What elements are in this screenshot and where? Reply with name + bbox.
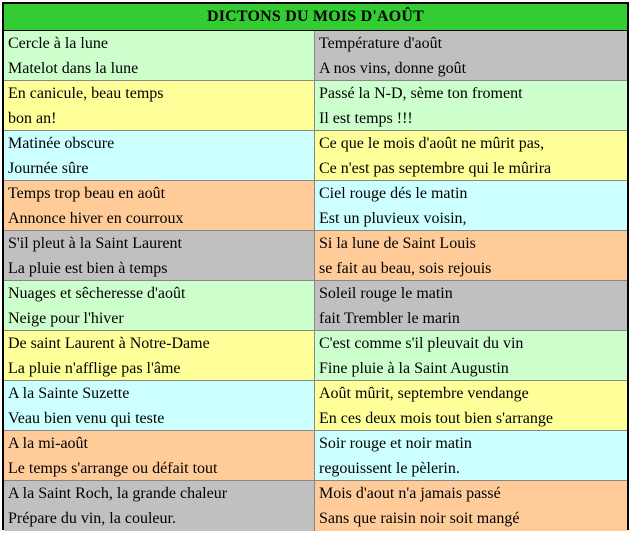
proverb-line: La pluie est bien à temps [8, 260, 168, 277]
proverb-line: Cercle à la lune [8, 35, 108, 52]
proverb-cell-left [4, 81, 315, 131]
proverb-line: C'est comme s'il pleuvait du vin [319, 335, 524, 352]
proverb-cell-right [315, 381, 627, 431]
proverb-line: Soleil rouge le matin [319, 285, 453, 302]
proverb-line: En ces deux mois tout bien s'arrange [319, 410, 553, 427]
proverb-line: Ce que le mois d'août ne mûrit pas, [319, 135, 545, 152]
proverb-line: Nuages et sêcheresse d'août [8, 285, 186, 302]
proverb-line: fait Trembler le marin [319, 310, 460, 327]
proverb-line: Soir rouge et noir matin [319, 435, 472, 452]
proverb-line: Temps trop beau en août [8, 185, 166, 202]
proverb-cell-right [315, 431, 627, 481]
proverb-line: Sans que raisin noir soit mangé [319, 510, 520, 527]
proverb-line: Neige pour l'hiver [8, 310, 124, 327]
proverb-cell-left [4, 331, 315, 381]
proverb-line: Il est temps !!! [319, 110, 413, 127]
proverb-cell-left [4, 481, 315, 531]
proverb-line: bon an! [8, 110, 57, 127]
proverbs-table [2, 2, 629, 530]
proverb-line: Ce n'est pas septembre qui le mûrira [319, 160, 552, 177]
proverb-line: En canicule, beau temps [8, 85, 164, 102]
proverb-cell-right [315, 231, 627, 281]
proverb-cell-right [315, 131, 627, 181]
proverb-line: Août mûrit, septembre vendange [319, 385, 529, 402]
proverb-line: se fait au beau, sois rejouis [319, 260, 492, 277]
proverb-line: Ciel rouge dés le matin [319, 185, 468, 202]
proverb-line: Mois d'aout n'a jamais passé [319, 485, 501, 502]
proverb-cell-right [315, 31, 627, 81]
proverb-line: Si la lune de Saint Louis [319, 235, 476, 252]
proverb-line: La pluie n'afflige pas l'âme [8, 360, 181, 377]
proverb-cell-right [315, 331, 627, 381]
proverb-line: Veau bien venu qui teste [8, 410, 165, 427]
proverbs-grid [4, 31, 627, 531]
proverb-cell-left [4, 131, 315, 181]
proverb-cell-left [4, 231, 315, 281]
proverb-cell-right [315, 481, 627, 531]
proverb-line: Température d'août [319, 35, 443, 52]
proverb-line: Prépare du vin, la couleur. [8, 510, 176, 527]
proverb-line: A la Saint Roch, la grande chaleur [8, 485, 228, 502]
proverb-line: Matinée obscure [8, 135, 115, 152]
proverb-line: Annonce hiver en courroux [8, 210, 184, 227]
proverb-line: Fine pluie à la Saint Augustin [319, 360, 509, 377]
proverb-line: A nos vins, donne goût [319, 60, 467, 77]
proverb-line: Journée sûre [8, 160, 89, 177]
proverb-cell-left [4, 181, 315, 231]
proverb-line: De saint Laurent à Notre-Dame [8, 335, 210, 352]
proverb-cell-left [4, 381, 315, 431]
proverb-line: Est un pluvieux voisin, [319, 210, 467, 227]
proverb-cell-right [315, 281, 627, 331]
proverb-line: Le temps s'arrange ou défait tout [8, 460, 218, 477]
proverb-cell-left [4, 281, 315, 331]
proverb-line: Passé la N-D, sème ton froment [319, 85, 523, 102]
proverb-line: A la mi-août [8, 435, 88, 452]
proverb-cell-right [315, 181, 627, 231]
proverb-line: regouissent le pèlerin. [319, 460, 460, 477]
proverb-cell-left [4, 431, 315, 481]
proverb-cell-right [315, 81, 627, 131]
proverb-line: S'il pleut à la Saint Laurent [8, 235, 182, 252]
proverb-line: A la Sainte Suzette [8, 385, 130, 402]
proverb-line: Matelot dans la lune [8, 60, 139, 77]
table-title: DICTONS DU MOIS D'AOÛT [4, 4, 627, 31]
proverb-cell-left [4, 31, 315, 81]
